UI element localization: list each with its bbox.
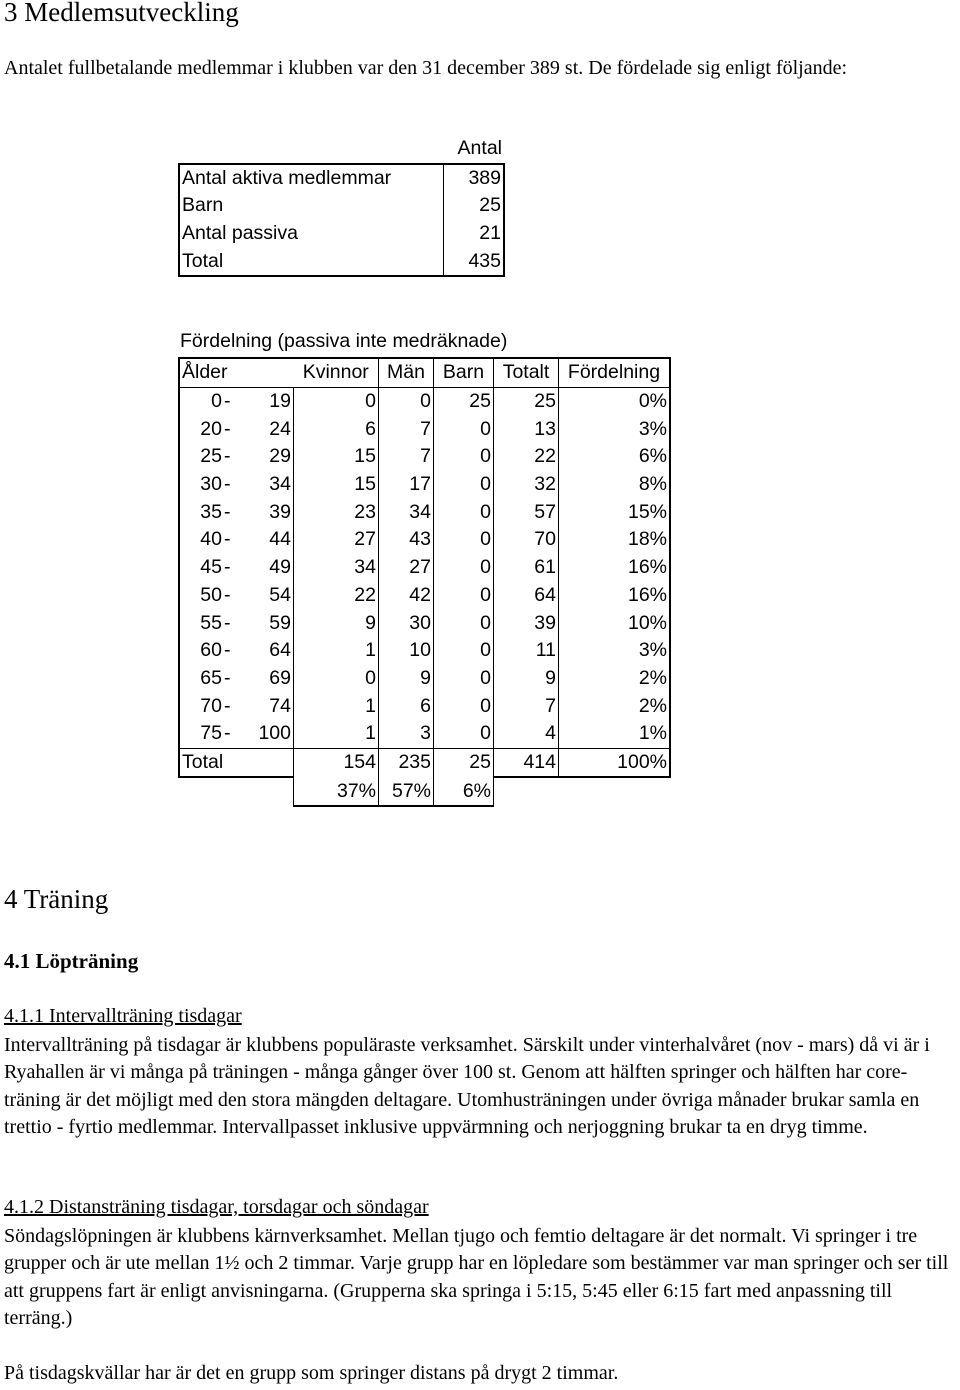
age-range-separator: - — [224, 722, 231, 745]
table-row: Antal passiva 21 — [179, 220, 504, 248]
total-cell: 9 — [494, 665, 559, 693]
table-row — [179, 609, 670, 637]
subsubsection-heading-distans: 4.1.2 Distansträning tisdagar, torsdagar och söndagar — [4, 1196, 429, 1218]
table-row — [179, 387, 670, 415]
share-cell: 16% — [559, 554, 671, 582]
pct-children-cell: 6% — [434, 777, 494, 806]
age-from-cell: 75 — [179, 720, 224, 748]
women-cell: 6 — [294, 415, 379, 443]
age-range-separator: - — [224, 694, 231, 717]
age-to-cell: 19 — [239, 387, 294, 415]
pct-women-cell: 37% — [294, 777, 379, 806]
age-to-cell: 34 — [239, 471, 294, 499]
intro-paragraph: Antalet fullbetalande medlemmar i klubben var den 31 december 389 st. De fördelade sig enligt följande: — [4, 57, 848, 79]
share-cell: 2% — [559, 692, 671, 720]
age-range-separator: - — [224, 417, 231, 440]
women-cell: 15 — [294, 443, 379, 471]
age-range-separator: - — [224, 666, 231, 689]
header-women: Kvinnor — [294, 358, 379, 387]
age-to-cell: 39 — [239, 498, 294, 526]
pct-men-cell: 57% — [379, 777, 434, 806]
children-cell: 0 — [434, 471, 494, 499]
age-from-cell: 35 — [179, 498, 224, 526]
children-cell: 0 — [434, 415, 494, 443]
subsubsection-heading-intervall: 4.1.1 Intervallträning tisdagar — [4, 1005, 242, 1027]
distans-paragraph: Söndagslöpningen är klubbens kärnverksamhet. Mellan tjugo och femtio deltagare är det normalt. Vi springer i tre grupper och är ute mellan 1½ och 2 timmar. Varje grupp har en löpledare som bestämmer var man springer och ser till att gruppens fart är enligt anvisningarna. (Grupperna ska springa i 5:15, 5:45 eller 6:15 fart med anpassning till terräng.) — [4, 1225, 949, 1330]
children-cell: 0 — [434, 637, 494, 665]
women-cell: 22 — [294, 582, 379, 610]
intervall-paragraph: Intervallträning på tisdagar är klubbens populäraste verksamhet. Särskilt under vinterhalvåret (nov - mars) då vi är i Ryahallen är vi många på träningen - många gånger över 100 st. Genom att hälften springer och hälften har core-träning är det möjligt med den stora mängden deltagare. Utomhusträningen under övriga månader brukar samla en trettio - fyrtio medlemmar. Intervallpasset inklusive uppvärmning och nerjoggning brukar ta en dryg timme. — [4, 1034, 930, 1139]
age-from-cell: 30 — [179, 471, 224, 499]
share-cell: 2% — [559, 665, 671, 693]
age-from-cell: 50 — [179, 582, 224, 610]
men-cell: 34 — [379, 498, 434, 526]
age-to-cell: 49 — [239, 554, 294, 582]
total-women-cell: 154 — [294, 748, 379, 777]
total-cell: 25 — [494, 387, 559, 415]
children-cell: 0 — [434, 692, 494, 720]
age-range-separator: - — [224, 528, 231, 551]
age-to-cell: 74 — [239, 692, 294, 720]
age-from-cell: 55 — [179, 609, 224, 637]
table-row — [179, 720, 670, 748]
age-range-separator: - — [224, 500, 231, 523]
women-cell: 0 — [294, 387, 379, 415]
age-range-separator: - — [224, 583, 231, 606]
summary-table — [178, 135, 505, 277]
table-row — [179, 526, 670, 554]
total-cell: 7 — [494, 692, 559, 720]
table-row — [179, 554, 670, 582]
share-cell: 3% — [559, 415, 671, 443]
men-cell: 6 — [379, 692, 434, 720]
women-cell: 23 — [294, 498, 379, 526]
total-cell: 22 — [494, 443, 559, 471]
women-cell: 15 — [294, 471, 379, 499]
distans-paragraph-2: På tisdagskvällar har är det en grupp som springer distans på drygt 2 timmar. — [4, 1362, 619, 1384]
table-row — [179, 471, 670, 499]
share-cell: 18% — [559, 526, 671, 554]
age-to-cell: 69 — [239, 665, 294, 693]
table-row — [179, 637, 670, 665]
age-range-separator: - — [224, 611, 231, 634]
women-cell: 1 — [294, 692, 379, 720]
table-header-row — [179, 358, 670, 387]
distribution-table — [178, 357, 671, 807]
distribution-table-title: Fördelning (passiva inte medräknade) — [180, 330, 508, 352]
total-men-cell: 235 — [379, 748, 434, 777]
age-from-cell: 25 — [179, 443, 224, 471]
women-cell: 34 — [294, 554, 379, 582]
header-age: Ålder — [179, 358, 294, 387]
age-to-cell: 44 — [239, 526, 294, 554]
share-cell: 10% — [559, 609, 671, 637]
age-to-cell: 24 — [239, 415, 294, 443]
age-range-separator: - — [224, 390, 231, 413]
header-total: Totalt — [494, 358, 559, 387]
share-cell: 16% — [559, 582, 671, 610]
men-cell: 10 — [379, 637, 434, 665]
children-cell: 0 — [434, 526, 494, 554]
total-cell: 70 — [494, 526, 559, 554]
empty-cell — [179, 777, 294, 806]
children-cell: 0 — [434, 498, 494, 526]
age-from-cell: 40 — [179, 526, 224, 554]
total-row — [179, 748, 670, 777]
age-from-cell: 20 — [179, 415, 224, 443]
age-range-separator: - — [224, 556, 231, 579]
men-cell: 27 — [379, 554, 434, 582]
age-to-cell: 100 — [239, 720, 294, 748]
age-from-cell: 70 — [179, 692, 224, 720]
women-cell: 27 — [294, 526, 379, 554]
men-cell: 0 — [379, 387, 434, 415]
age-to-cell: 29 — [239, 443, 294, 471]
age-to-cell: 59 — [239, 609, 294, 637]
men-cell: 17 — [379, 471, 434, 499]
header-share: Fördelning — [559, 358, 671, 387]
table-row — [179, 582, 670, 610]
women-cell: 0 — [294, 665, 379, 693]
men-cell: 43 — [379, 526, 434, 554]
share-cell: 15% — [559, 498, 671, 526]
total-cell: 4 — [494, 720, 559, 748]
men-cell: 7 — [379, 415, 434, 443]
men-cell: 3 — [379, 720, 434, 748]
men-cell: 7 — [379, 443, 434, 471]
summary-header-antal: Antal — [457, 137, 502, 160]
men-cell: 9 — [379, 665, 434, 693]
share-cell: 8% — [559, 471, 671, 499]
header-men: Män — [379, 358, 434, 387]
share-cell: 6% — [559, 443, 671, 471]
section-heading-medlemsutveckling: 3 Medlemsutveckling — [4, 0, 239, 27]
gender-percentage-row — [179, 777, 670, 806]
children-cell: 25 — [434, 387, 494, 415]
women-cell: 9 — [294, 609, 379, 637]
children-cell: 0 — [434, 582, 494, 610]
total-cell: 11 — [494, 637, 559, 665]
total-cell: 39 — [494, 609, 559, 637]
table-row: Total 435 — [179, 247, 504, 276]
total-share-cell: 100% — [559, 748, 671, 777]
women-cell: 1 — [294, 637, 379, 665]
share-cell: 3% — [559, 637, 671, 665]
share-cell: 0% — [559, 387, 671, 415]
empty-cell — [494, 777, 559, 806]
empty-cell — [559, 777, 671, 806]
table-row: Barn 25 — [179, 192, 504, 220]
total-children-cell: 25 — [434, 748, 494, 777]
subsection-heading-lopptraning: 4.1 Löpträning — [4, 949, 139, 973]
total-cell: 57 — [494, 498, 559, 526]
section-heading-traning: 4 Träning — [4, 884, 109, 914]
age-range-separator: - — [224, 639, 231, 662]
table-row — [179, 665, 670, 693]
children-cell: 0 — [434, 443, 494, 471]
women-cell: 1 — [294, 720, 379, 748]
age-range-separator: - — [224, 445, 231, 468]
share-cell: 1% — [559, 720, 671, 748]
table-row — [179, 498, 670, 526]
age-range-separator: - — [224, 473, 231, 496]
table-row — [179, 692, 670, 720]
total-cell: 64 — [494, 582, 559, 610]
header-children: Barn — [434, 358, 494, 387]
age-to-cell: 64 — [239, 637, 294, 665]
table-row — [179, 443, 670, 471]
age-from-cell: 60 — [179, 637, 224, 665]
table-row — [179, 415, 670, 443]
age-from-cell: 65 — [179, 665, 224, 693]
age-from-cell: 0 — [179, 387, 224, 415]
total-cell: 61 — [494, 554, 559, 582]
children-cell: 0 — [434, 665, 494, 693]
children-cell: 0 — [434, 720, 494, 748]
children-cell: 0 — [434, 609, 494, 637]
total-total-cell: 414 — [494, 748, 559, 777]
children-cell: 0 — [434, 554, 494, 582]
total-cell: 13 — [494, 415, 559, 443]
age-from-cell: 45 — [179, 554, 224, 582]
total-cell: 32 — [494, 471, 559, 499]
age-to-cell: 54 — [239, 582, 294, 610]
table-row: Antal aktiva medlemmar 389 — [179, 164, 504, 193]
total-label: Total — [179, 748, 294, 777]
men-cell: 42 — [379, 582, 434, 610]
men-cell: 30 — [379, 609, 434, 637]
